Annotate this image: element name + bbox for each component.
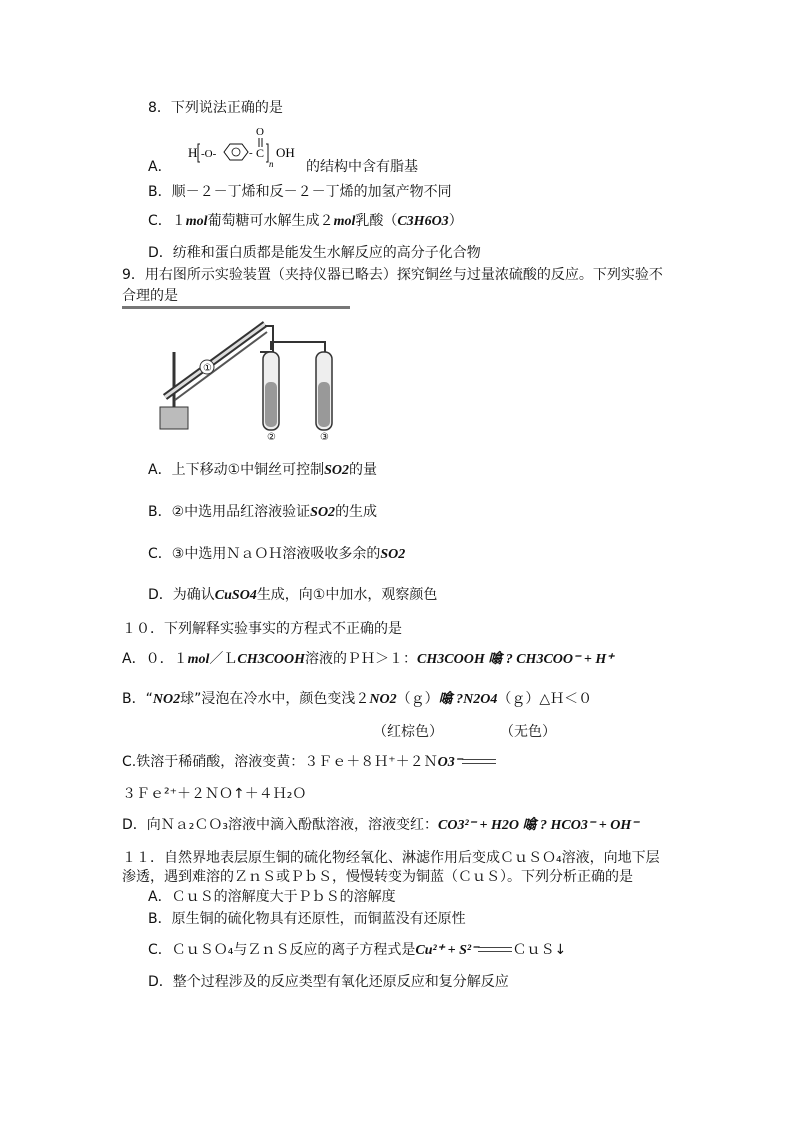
q9-stem-line2: 合理的是 — [122, 288, 178, 304]
q10-option-d: D．向Ｎａ₂ＣＯ₃溶液中滴入酚酞溶液，溶液变红：CO3²⁻ + H2O 噏 ? HCO3⁻ + OH⁻ — [122, 817, 639, 833]
q11-option-b: B．原生铜的硫化物具有还原性，而铜蓝没有还原性 — [148, 911, 466, 927]
q8-option-b: B．顺－２－丁烯和反－２－丁烯的加氢产物不同 — [148, 184, 452, 200]
equals-arrow — [478, 945, 512, 955]
polymer-oh: OH — [276, 145, 295, 160]
equals-arrow — [462, 757, 496, 767]
q11-option-c: C．ＣｕＳＯ₄与ＺｎＳ反应的离子方程式是Cu²⁺ + S²⁻ ＣｕＳ↓ — [148, 942, 567, 958]
q9-option-d: D．为确认CuSO4生成，向①中加水，观察颜色 — [148, 587, 438, 603]
polymer-o: O — [256, 126, 264, 138]
q10-colorless-label: （无色） — [500, 724, 556, 740]
q11-stem-line1: １１．自然界地表层原生铜的硫化物经氧化、淋滤作用后变成ＣｕＳＯ₄溶液，向地下层 — [122, 850, 660, 866]
q10-option-b: B．“NO2球”浸泡在冷水中，颜色变浅２NO2（ｇ）噏 ?N2O4（ｇ）△Ｈ＜０ — [122, 691, 593, 707]
divider-line — [122, 306, 350, 309]
polymer-n: n — [269, 159, 274, 169]
label-2: ② — [267, 432, 276, 442]
q10-option-c-line2: ３Ｆｅ²⁺＋２ＮＯ↑＋４Ｈ₂Ｏ — [122, 786, 307, 802]
q8-stem: 8．下列说法正确的是 — [148, 100, 283, 116]
label-3: ③ — [320, 432, 329, 442]
apparatus-figure — [155, 312, 355, 442]
polymer-c: C — [256, 146, 265, 160]
q9-stem-line1: 9．用右图所示实验装置（夹持仪器已略去）探究铜丝与过量浓硫酸的反应。下列实验不 — [122, 267, 663, 283]
q10-stem: １０．下列解释实验事实的方程式不正确的是 — [122, 621, 402, 637]
polymer-structure-figure — [186, 124, 306, 170]
q11-option-d: D．整个过程涉及的反应类型有氧化还原反应和复分解反应 — [148, 974, 509, 990]
q8-option-c: C．１mol葡萄糖可水解生成２mol乳酸（C3H6O3） — [148, 213, 463, 229]
label-1: ① — [203, 363, 212, 374]
svg-text:-: - — [249, 147, 253, 159]
q9-option-a: A．上下移动①中铜丝可控制SO2的量 — [148, 462, 378, 478]
q8-option-a-prefix: A． — [148, 159, 172, 175]
q9-option-b: B．②中选用品红溶液验证SO2的生成 — [148, 504, 378, 520]
q11-stem-line2: 渗透，遇到难溶的ＺｎＳ或ＰｂＳ，慢慢转变为铜蓝（ＣｕＳ）。下列分析正确的是 — [122, 869, 633, 885]
q10-option-c-line1: C.铁溶于稀硝酸，溶液变黄：３Ｆｅ＋８Ｈ⁺＋２ＮO3⁻ — [122, 753, 496, 772]
q10-red-brown-label: （红棕色） — [373, 724, 443, 740]
q8-option-d: D．纺稚和蛋白质都是能发生水解反应的高分子化合物 — [148, 245, 481, 261]
q11-option-a: A．ＣｕＳ的溶解度大于ＰｂＳ的溶解度 — [148, 889, 396, 905]
polymer-h: H — [188, 145, 198, 160]
q10-option-a: A．０．１mol／ＬCH3COOH溶液的ＰＨ＞１：CH3COOH 噏 ? CH3COO⁻ + H⁺ — [122, 651, 614, 667]
q9-option-c: C．③中选用ＮａＯＨ溶液吸收多余的SO2 — [148, 546, 406, 562]
svg-text:-O-: -O- — [201, 148, 217, 160]
q8-option-a-suffix: 的结构中含有脂基 — [306, 159, 418, 175]
